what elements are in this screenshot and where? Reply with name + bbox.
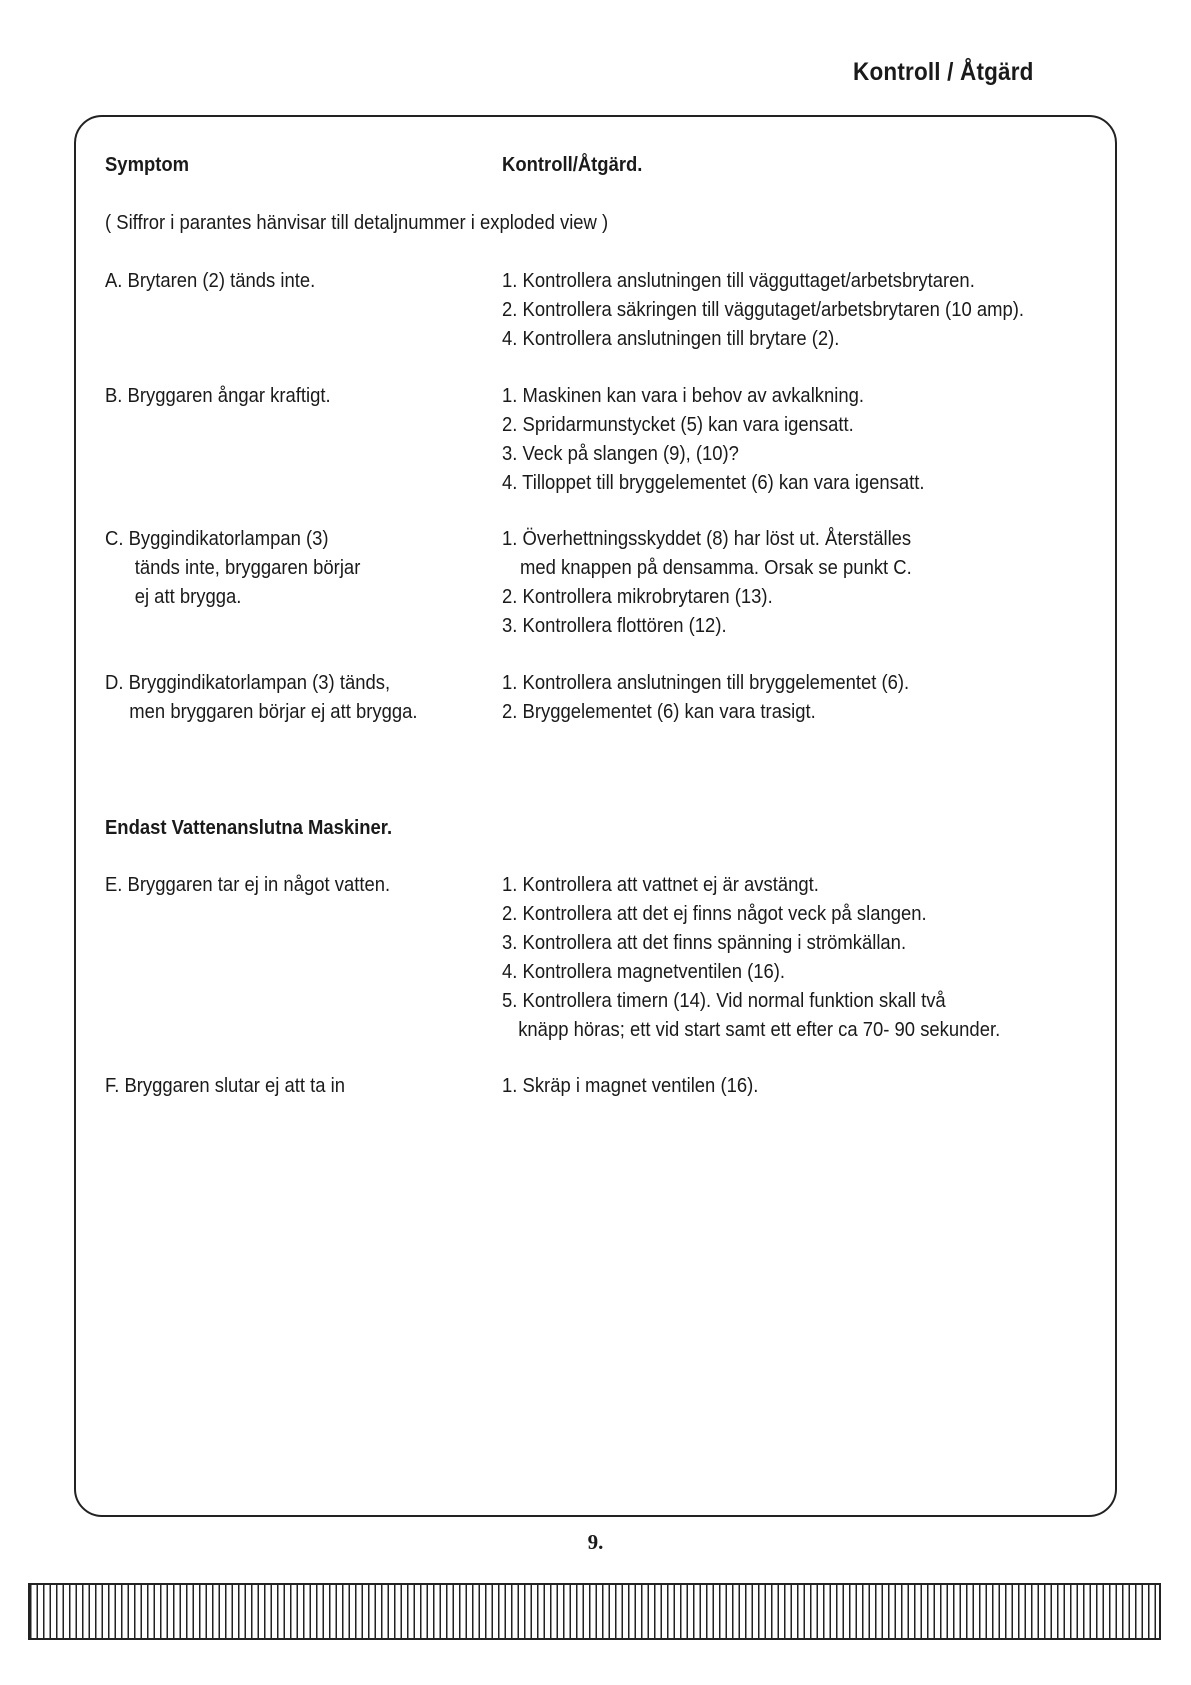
action-item: 2. Kontrollera mikrobrytaren (13). <box>502 585 773 608</box>
action-list-e <box>502 870 1000 1044</box>
action-list-d <box>502 668 909 726</box>
symptom-line: C. Byggindikatorlampan (3) <box>105 527 329 550</box>
action-item: 1. Kontrollera att vattnet ej är avstängt. <box>502 873 819 896</box>
action-item: knäpp höras; ett vid start samt ett efter ca 70- 90 sekunder. <box>518 1018 1001 1041</box>
action-item: 3. Kontrollera flottören (12). <box>502 614 727 637</box>
action-item: med knappen på densamma. Orsak se punkt C. <box>520 556 912 579</box>
action-item: 3. Veck på slangen (9), (10)? <box>502 442 739 465</box>
page-title: Kontroll / Åtgärd <box>853 58 1034 86</box>
action-item: 1. Kontrollera anslutningen till bryggelementet (6). <box>502 671 910 694</box>
reference-note: ( Siffror i parantes hänvisar till detaljnummer i exploded view ) <box>105 211 609 234</box>
action-item: 1. Maskinen kan vara i behov av avkalkning. <box>502 384 865 407</box>
action-item: 2. Kontrollera att det ej finns något veck på slangen. <box>502 902 927 925</box>
symptom-b: B. Bryggaren ångar kraftigt. <box>105 384 331 407</box>
action-item: 3. Kontrollera att det finns spänning i strömkällan. <box>502 931 907 954</box>
action-list-c <box>502 524 912 640</box>
symptom-line: D. Bryggindikatorlampan (3) tänds, <box>105 671 391 694</box>
symptom-c <box>105 524 360 611</box>
symptom-line: ej att brygga. <box>134 585 242 608</box>
action-list-a <box>502 266 1024 353</box>
action-item: 1. Skräp i magnet ventilen (16). <box>502 1074 759 1097</box>
symptom-e: E. Bryggaren tar ej in något vatten. <box>105 873 391 896</box>
action-list-b <box>502 381 925 497</box>
action-item: 4. Kontrollera magnetventilen (16). <box>502 960 786 983</box>
decorative-stripe-band <box>28 1583 1161 1640</box>
action-item: 4. Kontrollera anslutningen till brytare (2). <box>502 327 840 350</box>
symptom-d <box>105 668 417 726</box>
symptom-line: men bryggaren börjar ej att brygga. <box>129 700 418 723</box>
action-item: 2. Bryggelementet (6) kan vara trasigt. <box>502 700 816 723</box>
action-item: 1. Kontrollera anslutningen till vägguttaget/arbetsbrytaren. <box>502 269 975 292</box>
action-item: 2. Spridarmunstycket (5) kan vara igensatt. <box>502 413 854 436</box>
water-connected-section-heading: Endast Vattenanslutna Maskiner. <box>105 816 393 839</box>
action-item: 5. Kontrollera timern (14). Vid normal funktion skall två <box>502 989 946 1012</box>
page-number: 9. <box>587 1530 604 1554</box>
symptom-a: A. Brytaren (2) tänds inte. <box>105 269 316 292</box>
action-item: 4. Tilloppet till bryggelementet (6) kan vara igensatt. <box>502 471 925 494</box>
symptom-line: tänds inte, bryggaren börjar <box>134 556 361 579</box>
action-item: 2. Kontrollera säkringen till väggutaget/arbetsbrytaren (10 amp). <box>502 298 1025 321</box>
action-item: 1. Överhettningsskyddet (8) har löst ut. Återställes <box>502 527 912 550</box>
symptom-f: F. Bryggaren slutar ej att ta in <box>105 1074 345 1097</box>
action-list-f <box>502 1071 758 1100</box>
symptom-column-heading: Symptom <box>105 153 190 176</box>
action-column-heading: Kontroll/Åtgärd. <box>502 153 643 176</box>
